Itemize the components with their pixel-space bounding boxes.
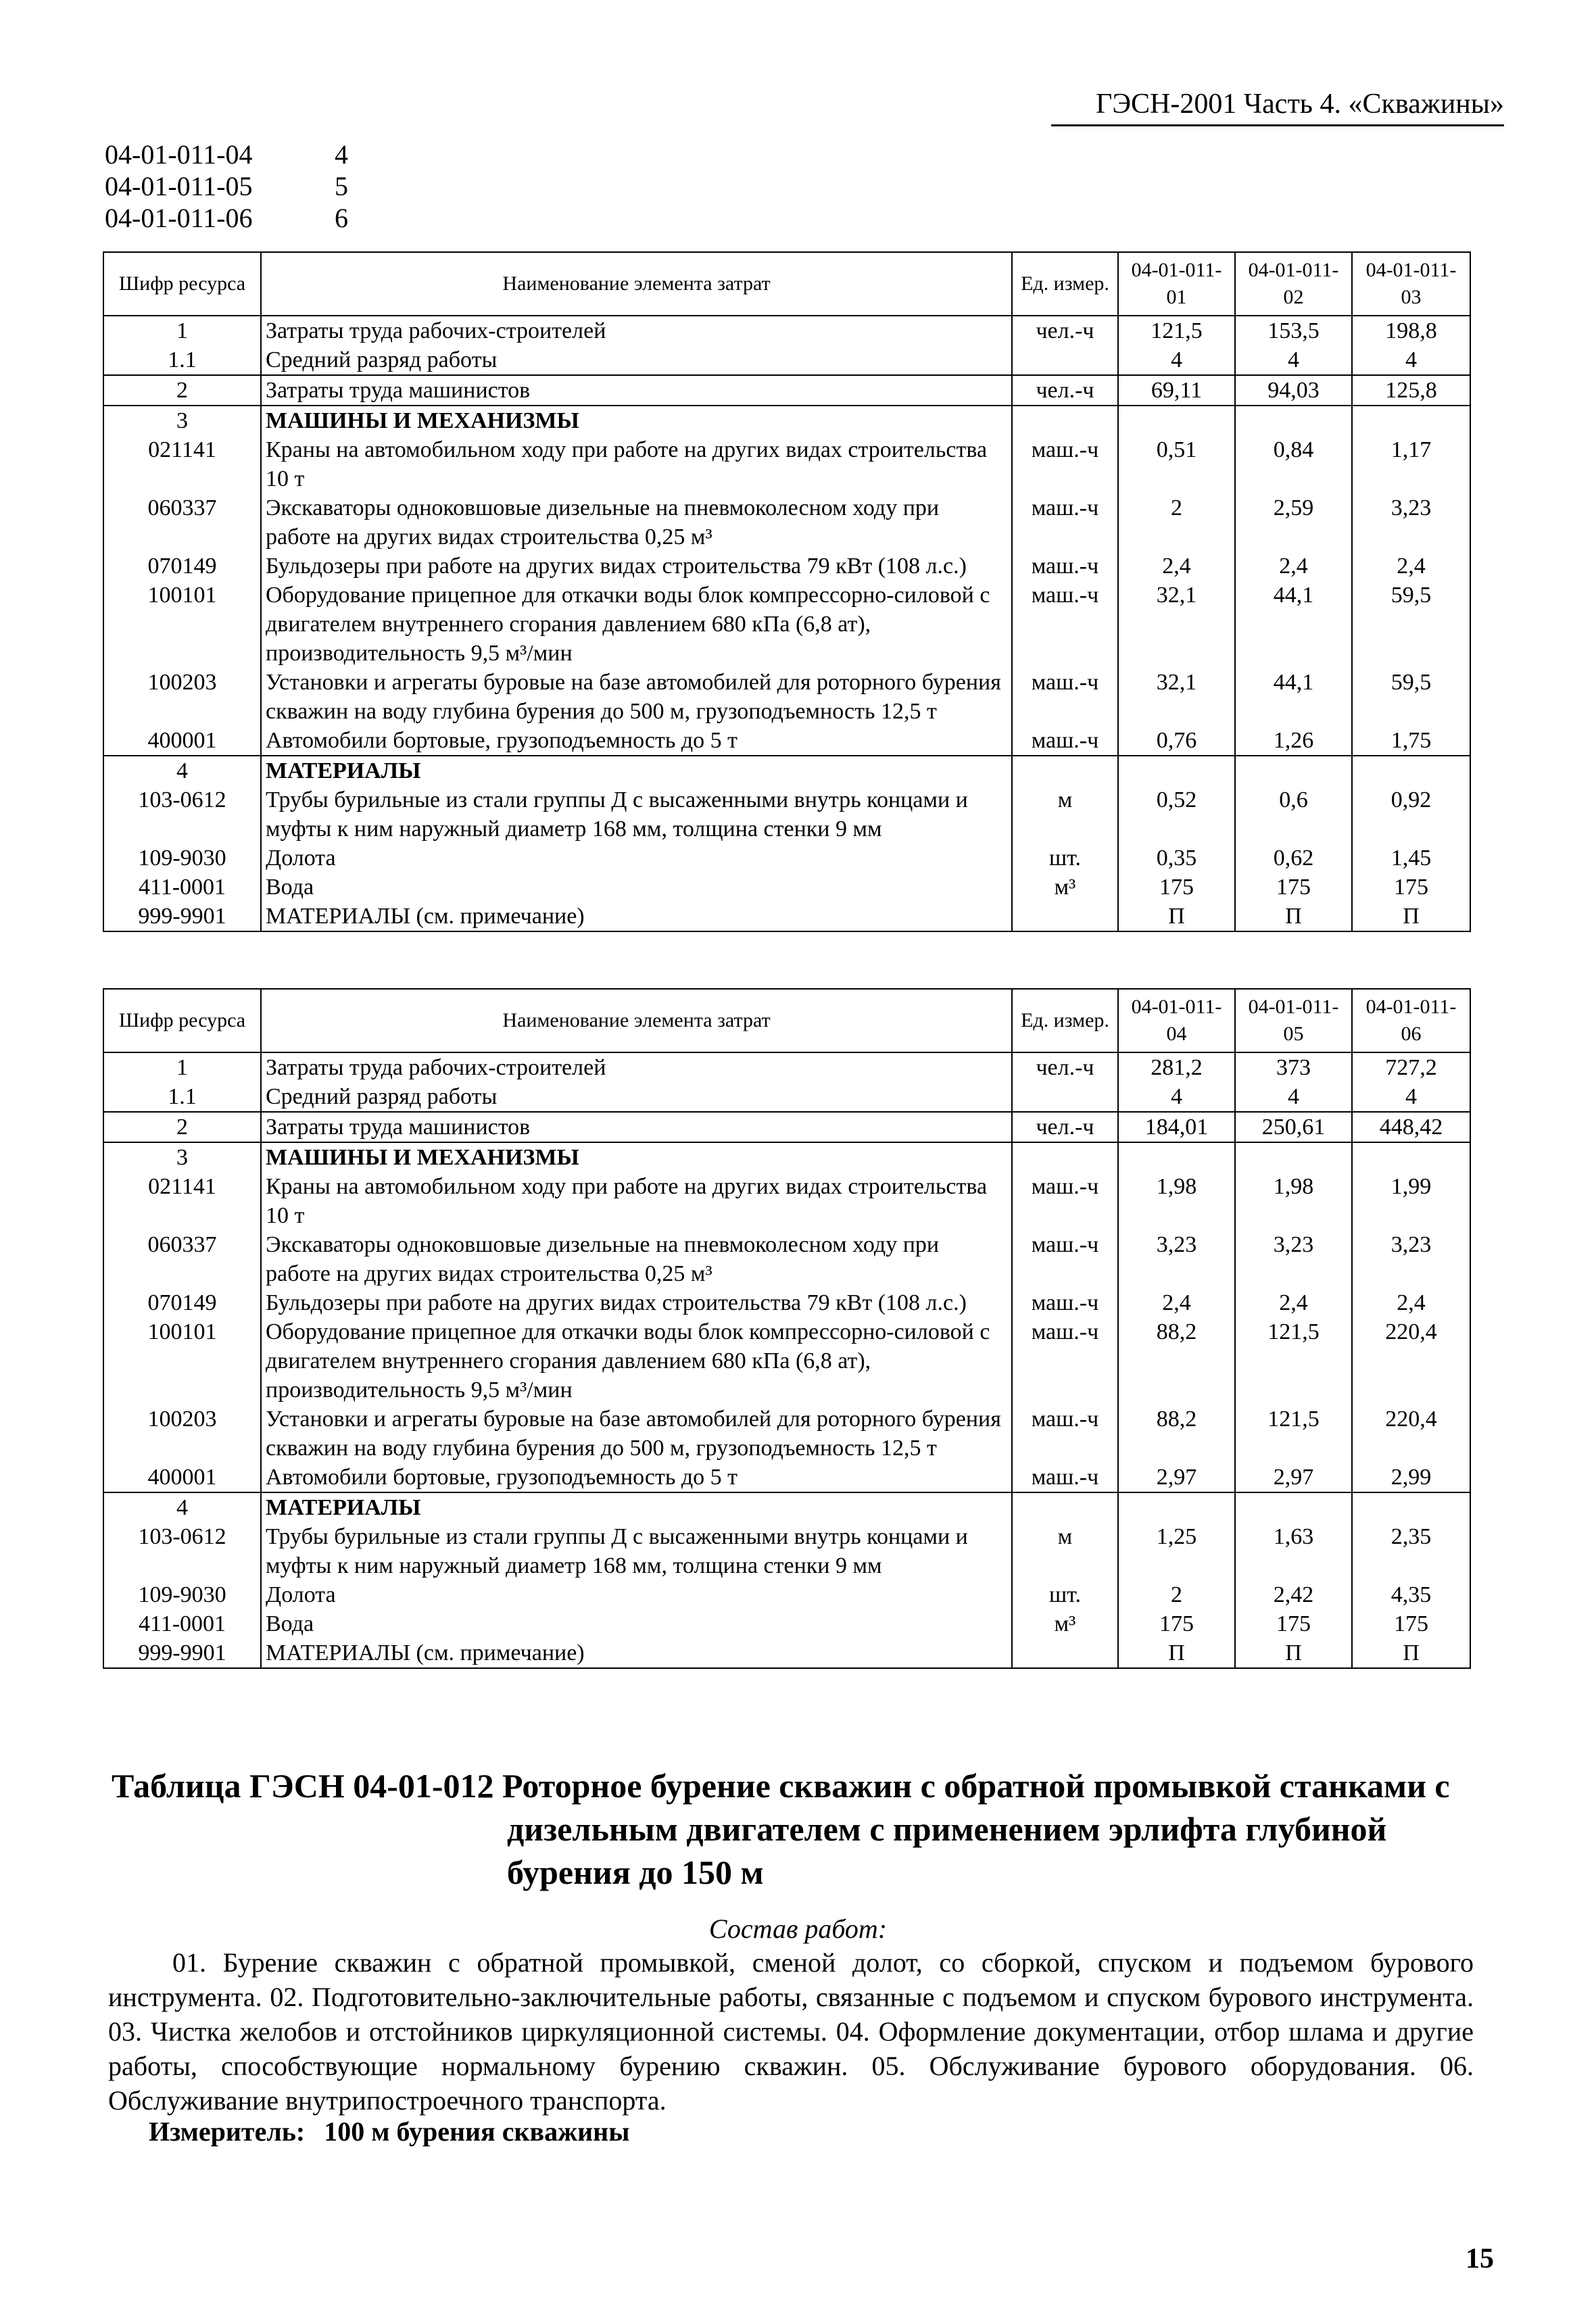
norm-value: 2	[1118, 1580, 1235, 1609]
cost-element-name: Краны на автомобильном ходу при работе на других видах строительства 10 т	[261, 435, 1012, 493]
unit-of-measure: маш.-ч	[1012, 1463, 1118, 1492]
resource-code: 3	[103, 1142, 261, 1172]
norm-value: 1,98	[1118, 1172, 1235, 1230]
table-row	[103, 844, 1470, 873]
norm-value	[1235, 1142, 1352, 1172]
cost-element-name: Долота	[261, 1580, 1012, 1609]
meter-label: Измеритель:	[149, 2116, 306, 2147]
table-row	[103, 1522, 1470, 1580]
norm-value: 153,5	[1235, 316, 1352, 345]
unit-of-measure: м³	[1012, 873, 1118, 902]
norm-value: 2,4	[1118, 552, 1235, 581]
unit-of-measure	[1012, 406, 1118, 435]
resource-code: 1	[103, 1052, 261, 1082]
norm-value: 121,5	[1235, 1317, 1352, 1405]
section-row	[103, 1142, 1470, 1172]
unit-of-measure: маш.-ч	[1012, 726, 1118, 756]
norm-value	[1118, 406, 1235, 435]
unit-of-measure: шт.	[1012, 1580, 1118, 1609]
cost-element-name: Средний разряд работы	[261, 345, 1012, 375]
norm-value: 59,5	[1352, 581, 1470, 668]
norm-code-list	[105, 139, 348, 234]
resource-code: 100101	[103, 581, 261, 668]
norm-value: 2,4	[1235, 552, 1352, 581]
norm-value: 2,35	[1352, 1522, 1470, 1580]
cost-element-name: Оборудование прицепное для откачки воды блок компрессорно-силовой с двигателем внутреннего сгорания давлением 680 кПа (6,8 ат), производительность 9,5 м³/мин	[261, 581, 1012, 668]
unit-of-measure: маш.-ч	[1012, 552, 1118, 581]
norm-value	[1235, 406, 1352, 435]
cost-element-name: Затраты труда рабочих-строителей	[261, 1052, 1012, 1082]
norm-value: 1,26	[1235, 726, 1352, 756]
table-row	[103, 1230, 1470, 1288]
norm-value: П	[1118, 902, 1235, 931]
norm-value: 32,1	[1118, 668, 1235, 726]
cost-element-name: Затраты труда рабочих-строителей	[261, 316, 1012, 345]
cost-element-name: Трубы бурильные из стали группы Д с высаженными внутрь концами и муфты к ним наружный диаметр 168 мм, толщина стенки 9 мм	[261, 785, 1012, 844]
resource-code: 4	[103, 756, 261, 785]
norm-value: 0,76	[1118, 726, 1235, 756]
norm-value: 727,2	[1352, 1052, 1470, 1082]
table-row	[103, 785, 1470, 844]
table-row	[103, 1082, 1470, 1112]
norm-value: 2,59	[1235, 493, 1352, 552]
norm-value: 1,17	[1352, 435, 1470, 493]
resource-code: 100101	[103, 1317, 261, 1405]
norm-value: 2,4	[1235, 1288, 1352, 1317]
code-list-item	[105, 202, 348, 234]
norm-value: 44,1	[1235, 668, 1352, 726]
unit-of-measure: чел.-ч	[1012, 316, 1118, 345]
resource-code: 103-0612	[103, 785, 261, 844]
norm-value	[1118, 1492, 1235, 1522]
table-row	[103, 1317, 1470, 1405]
norm-value	[1352, 1492, 1470, 1522]
header-norm-col-2: 04-01-011-05	[1235, 989, 1352, 1052]
header-norm-col-3: 04-01-011-03	[1352, 252, 1470, 316]
table-row	[103, 316, 1470, 345]
unit-of-measure: маш.-ч	[1012, 1172, 1118, 1230]
header-cost-element: Наименование элемента затрат	[261, 252, 1012, 316]
resource-table-2	[103, 988, 1471, 1669]
norm-value: 2,42	[1235, 1580, 1352, 1609]
table-row	[103, 1288, 1470, 1317]
table-row	[103, 873, 1470, 902]
code-list-item	[105, 170, 348, 202]
norm-value: 88,2	[1118, 1317, 1235, 1405]
norm-value: 184,01	[1118, 1112, 1235, 1142]
norm-number: 5	[335, 171, 348, 201]
norm-value: 44,1	[1235, 581, 1352, 668]
norm-value	[1235, 756, 1352, 785]
resource-code: 070149	[103, 552, 261, 581]
cost-element-name: Установки и агрегаты буровые на базе автомобилей для роторного бурения скважин на воду глубина бурения до 500 м, грузоподъемность 12,5 т	[261, 668, 1012, 726]
code-list-item	[105, 139, 348, 170]
resource-code: 021141	[103, 1172, 261, 1230]
unit-of-measure: м³	[1012, 1609, 1118, 1638]
norm-value: П	[1352, 1638, 1470, 1668]
composition-heading: Состав работ:	[708, 1914, 888, 1944]
meter-line	[149, 2116, 629, 2147]
header-unit: Ед. измер.	[1012, 252, 1118, 316]
cost-element-name: Оборудование прицепное для откачки воды блок компрессорно-силовой с двигателем внутреннего сгорания давлением 680 кПа (6,8 ат), производительность 9,5 м³/мин	[261, 1317, 1012, 1405]
norm-value: 0,62	[1235, 844, 1352, 873]
resource-code: 1	[103, 316, 261, 345]
section-row	[103, 406, 1470, 435]
norm-value: П	[1352, 902, 1470, 931]
norm-value: 220,4	[1352, 1317, 1470, 1405]
norm-value: 175	[1118, 873, 1235, 902]
header-norm-col-3: 04-01-011-06	[1352, 989, 1470, 1052]
norm-value: 1,75	[1352, 726, 1470, 756]
norm-value: 1,63	[1235, 1522, 1352, 1580]
table-row	[103, 581, 1470, 668]
resource-code: 400001	[103, 726, 261, 756]
resource-code: 021141	[103, 435, 261, 493]
table-row	[103, 1405, 1470, 1463]
table-header-row	[103, 252, 1470, 316]
norm-value: 4,35	[1352, 1580, 1470, 1609]
norm-value: 2,99	[1352, 1463, 1470, 1492]
norm-value: 175	[1352, 873, 1470, 902]
norm-value: 4	[1118, 345, 1235, 375]
table-header-row	[103, 989, 1470, 1052]
table-row	[103, 1609, 1470, 1638]
cost-element-name: Бульдозеры при работе на других видах строительства 79 кВт (108 л.с.)	[261, 1288, 1012, 1317]
norm-value	[1118, 1142, 1235, 1172]
resource-code: 411-0001	[103, 873, 261, 902]
header-unit: Ед. измер.	[1012, 989, 1118, 1052]
norm-value: 121,5	[1235, 1405, 1352, 1463]
cost-element-name: Трубы бурильные из стали группы Д с высаженными внутрь концами и муфты к ним наружный диаметр 168 мм, толщина стенки 9 мм	[261, 1522, 1012, 1580]
cost-element-name: Долота	[261, 844, 1012, 873]
norm-value: 4	[1352, 345, 1470, 375]
resource-code: 999-9901	[103, 902, 261, 931]
section-row	[103, 1492, 1470, 1522]
norm-code: 04-01-011-06	[105, 203, 253, 233]
header-resource-code: Шифр ресурса	[103, 989, 261, 1052]
resource-code: 999-9901	[103, 1638, 261, 1668]
resource-code: 3	[103, 406, 261, 435]
norm-value: 175	[1352, 1609, 1470, 1638]
table-row	[103, 726, 1470, 756]
resource-code: 400001	[103, 1463, 261, 1492]
unit-of-measure: чел.-ч	[1012, 375, 1118, 406]
running-title: ГЭСН-2001 Часть 4. «Скважины»	[1051, 88, 1504, 126]
norm-value: 0,6	[1235, 785, 1352, 844]
table-row	[103, 1638, 1470, 1668]
norm-value: 220,4	[1352, 1405, 1470, 1463]
cost-element-name: Средний разряд работы	[261, 1082, 1012, 1112]
norm-value: 88,2	[1118, 1405, 1235, 1463]
table-row	[103, 435, 1470, 493]
cost-element-name: Автомобили бортовые, грузоподъемность до 5 т	[261, 726, 1012, 756]
table-row	[103, 1052, 1470, 1082]
table-row	[103, 1463, 1470, 1492]
cost-element-name: МАШИНЫ И МЕХАНИЗМЫ	[261, 406, 1012, 435]
unit-of-measure: маш.-ч	[1012, 1288, 1118, 1317]
resource-code: 1.1	[103, 345, 261, 375]
unit-of-measure: маш.-ч	[1012, 1405, 1118, 1463]
norm-value	[1118, 756, 1235, 785]
norm-value: 0,35	[1118, 844, 1235, 873]
norm-value: 0,51	[1118, 435, 1235, 493]
norm-value: 1,45	[1352, 844, 1470, 873]
table-row	[103, 1112, 1470, 1142]
cost-element-name: Бульдозеры при работе на других видах строительства 79 кВт (108 л.с.)	[261, 552, 1012, 581]
norm-value: 373	[1235, 1052, 1352, 1082]
unit-of-measure	[1012, 1142, 1118, 1172]
norm-value: 2,4	[1118, 1288, 1235, 1317]
norm-value: 0,92	[1352, 785, 1470, 844]
norm-value: П	[1235, 1638, 1352, 1668]
unit-of-measure: м	[1012, 785, 1118, 844]
norm-value: 69,11	[1118, 375, 1235, 406]
section-title-lead: Таблица ГЭСН 04-01-012 Роторное бурение скважин с обратной промывкой станками с	[112, 1767, 1450, 1805]
section-row	[103, 756, 1470, 785]
page-number: 15	[1466, 2243, 1494, 2274]
composition-text: 01. Бурение скважин с обратной промывкой, сменой долот, со сборкой, спуском и подъемом бурового инструмента. 02. Подготовительно-заключительные работы, связанные с подъемом и спуском бурового инструмента. 03. Чистка желобов и отстойников циркуляционной системы. 04. Оформление документации, отбор шлама и другие работы, способствующие нормальному бурению скважин. 05. Обслуживание бурового оборудования. 06. Обслуживание внутрипостроечного транспорта.	[108, 1947, 1474, 2116]
norm-value	[1235, 1492, 1352, 1522]
norm-value	[1352, 756, 1470, 785]
norm-code: 04-01-011-04	[105, 139, 253, 170]
resource-code: 100203	[103, 668, 261, 726]
resource-code: 070149	[103, 1288, 261, 1317]
norm-value: 1,25	[1118, 1522, 1235, 1580]
cost-element-name: Вода	[261, 1609, 1012, 1638]
table-row	[103, 375, 1470, 406]
norm-value: 121,5	[1118, 316, 1235, 345]
cost-element-name: Затраты труда машинистов	[261, 375, 1012, 406]
resource-code: 109-9030	[103, 1580, 261, 1609]
unit-of-measure	[1012, 1082, 1118, 1112]
cost-element-name: МАТЕРИАЛЫ (см. примечание)	[261, 1638, 1012, 1668]
resource-code: 2	[103, 375, 261, 406]
norm-value: 448,42	[1352, 1112, 1470, 1142]
norm-code: 04-01-011-05	[105, 171, 253, 201]
unit-of-measure	[1012, 1492, 1118, 1522]
cost-element-name: МАТЕРИАЛЫ	[261, 756, 1012, 785]
table-row	[103, 1580, 1470, 1609]
norm-value: 175	[1235, 1609, 1352, 1638]
resource-code: 100203	[103, 1405, 261, 1463]
norm-value: 125,8	[1352, 375, 1470, 406]
cost-element-name: Экскаваторы одноковшовые дизельные на пневмоколесном ходу при работе на других видах строительства 0,25 м³	[261, 1230, 1012, 1288]
norm-value	[1352, 1142, 1470, 1172]
header-norm-col-1: 04-01-011-01	[1118, 252, 1235, 316]
norm-value: 3,23	[1118, 1230, 1235, 1288]
norm-value: 32,1	[1118, 581, 1235, 668]
table-row	[103, 552, 1470, 581]
table-row	[103, 902, 1470, 931]
cost-element-name: МАТЕРИАЛЫ (см. примечание)	[261, 902, 1012, 931]
norm-value: 0,52	[1118, 785, 1235, 844]
norm-value: 175	[1118, 1609, 1235, 1638]
cost-element-name: Автомобили бортовые, грузоподъемность до 5 т	[261, 1463, 1012, 1492]
norm-value: 250,61	[1235, 1112, 1352, 1142]
resource-code: 2	[103, 1112, 261, 1142]
norm-value: 1,98	[1235, 1172, 1352, 1230]
resource-table-1	[103, 251, 1471, 932]
table-row	[103, 493, 1470, 552]
norm-value: 281,2	[1118, 1052, 1235, 1082]
cost-element-name: Экскаваторы одноковшовые дизельные на пневмоколесном ходу при работе на других видах строительства 0,25 м³	[261, 493, 1012, 552]
header-norm-col-2: 04-01-011-02	[1235, 252, 1352, 316]
norm-value: 2,97	[1118, 1463, 1235, 1492]
table-row	[103, 1172, 1470, 1230]
norm-value: 94,03	[1235, 375, 1352, 406]
resource-code: 109-9030	[103, 844, 261, 873]
unit-of-measure: маш.-ч	[1012, 668, 1118, 726]
norm-value: 198,8	[1352, 316, 1470, 345]
resource-code: 060337	[103, 1230, 261, 1288]
cost-element-name: МАШИНЫ И МЕХАНИЗМЫ	[261, 1142, 1012, 1172]
norm-value: П	[1235, 902, 1352, 931]
unit-of-measure: чел.-ч	[1012, 1052, 1118, 1082]
norm-value: 2,4	[1352, 1288, 1470, 1317]
unit-of-measure: маш.-ч	[1012, 1230, 1118, 1288]
norm-value: 4	[1118, 1082, 1235, 1112]
cost-element-name: Установки и агрегаты буровые на базе автомобилей для роторного бурения скважин на воду глубина бурения до 500 м, грузоподъемность 12,5 т	[261, 1405, 1012, 1463]
unit-of-measure: маш.-ч	[1012, 581, 1118, 668]
cost-element-name: Вода	[261, 873, 1012, 902]
norm-value: 4	[1235, 345, 1352, 375]
cost-element-name: Затраты труда машинистов	[261, 1112, 1012, 1142]
norm-value: 2,97	[1235, 1463, 1352, 1492]
unit-of-measure: м	[1012, 1522, 1118, 1580]
norm-value: 175	[1235, 873, 1352, 902]
unit-of-measure: маш.-ч	[1012, 493, 1118, 552]
norm-value: 0,84	[1235, 435, 1352, 493]
table-row	[103, 345, 1470, 375]
cost-element-name: МАТЕРИАЛЫ	[261, 1492, 1012, 1522]
resource-code: 4	[103, 1492, 261, 1522]
header-norm-col-1: 04-01-011-04	[1118, 989, 1235, 1052]
norm-value: 4	[1235, 1082, 1352, 1112]
unit-of-measure: чел.-ч	[1012, 1112, 1118, 1142]
cost-element-name: Краны на автомобильном ходу при работе на других видах строительства 10 т	[261, 1172, 1012, 1230]
norm-number: 4	[335, 139, 348, 170]
unit-of-measure	[1012, 345, 1118, 375]
unit-of-measure	[1012, 1638, 1118, 1668]
norm-value: 2	[1118, 493, 1235, 552]
resource-code: 103-0612	[103, 1522, 261, 1580]
header-cost-element: Наименование элемента затрат	[261, 989, 1012, 1052]
norm-value: 3,23	[1235, 1230, 1352, 1288]
norm-value	[1352, 406, 1470, 435]
norm-value: 1,99	[1352, 1172, 1470, 1230]
resource-code: 1.1	[103, 1082, 261, 1112]
header-resource-code: Шифр ресурса	[103, 252, 261, 316]
unit-of-measure: маш.-ч	[1012, 1317, 1118, 1405]
section-title-continuation: дизельным двигателем с применением эрлифта глубиной бурения до 150 м	[507, 1810, 1387, 1891]
norm-value: 2,4	[1352, 552, 1470, 581]
meter-value: 100 м бурения скважины	[324, 2116, 630, 2147]
norm-value: 3,23	[1352, 1230, 1470, 1288]
norm-value: 3,23	[1352, 493, 1470, 552]
norm-value: 59,5	[1352, 668, 1470, 726]
unit-of-measure: маш.-ч	[1012, 435, 1118, 493]
norm-value: П	[1118, 1638, 1235, 1668]
unit-of-measure	[1012, 756, 1118, 785]
resource-code: 060337	[103, 493, 261, 552]
section-title	[112, 1764, 1477, 1894]
norm-value: 4	[1352, 1082, 1470, 1112]
norm-number: 6	[335, 203, 348, 233]
resource-code: 411-0001	[103, 1609, 261, 1638]
unit-of-measure	[1012, 902, 1118, 931]
unit-of-measure: шт.	[1012, 844, 1118, 873]
table-row	[103, 668, 1470, 726]
